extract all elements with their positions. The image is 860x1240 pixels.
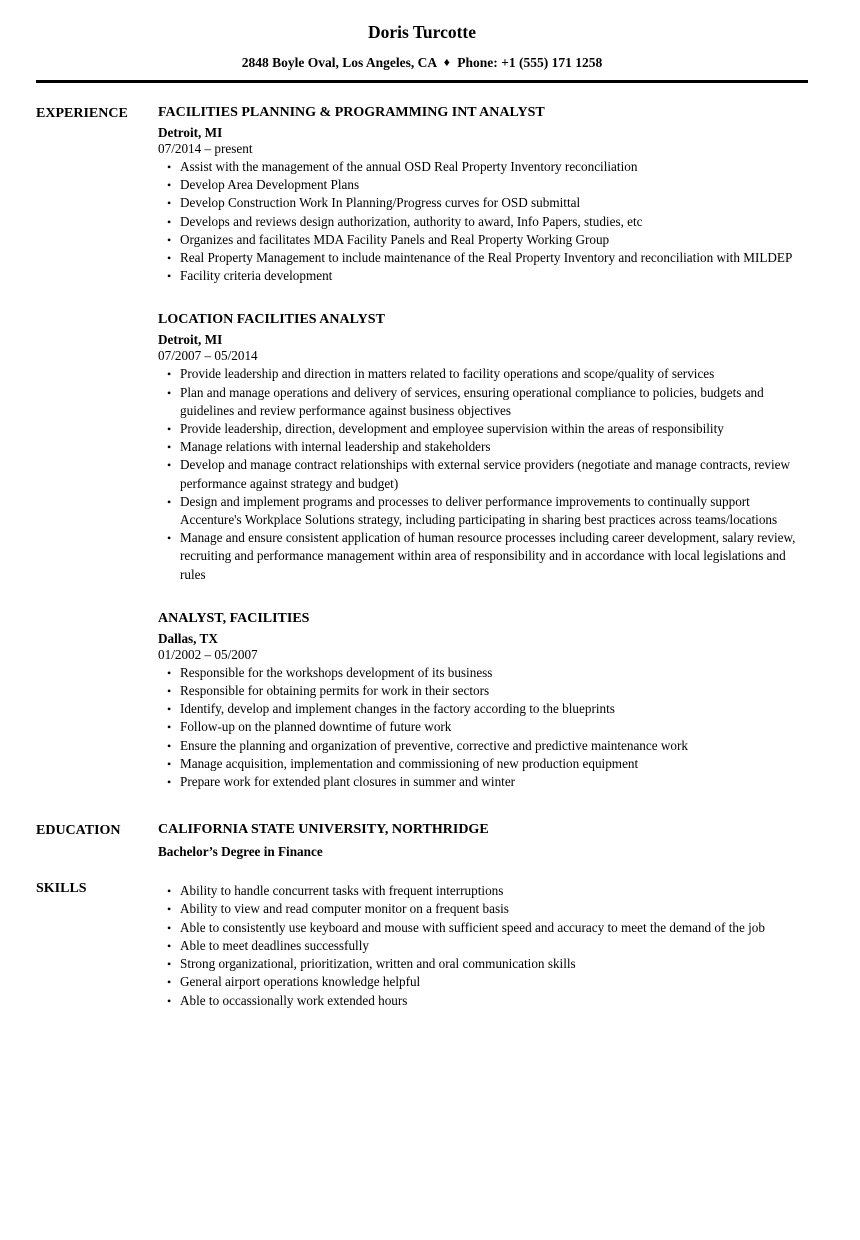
job-title: ANALYST, FACILITIES	[158, 610, 310, 626]
bullet-item: • Manage and ensure consistent application of human resource processes including career development, salary review, recruiting and performance management within area of responsibility and in accordance with local legislations and rules	[158, 529, 808, 584]
education-label: EDUCATION	[36, 823, 121, 839]
education-section	[36, 822, 808, 859]
bullet-item: • Manage acquisition, implementation and commissioning of new production equipment	[158, 755, 808, 773]
job-dates: 01/2002 – 05/2007	[158, 646, 258, 662]
contact-address: 2848 Boyle Oval, Los Angeles, CA	[241, 55, 437, 70]
bullet-item: • Provide leadership and direction in matters related to facility operations and scope/quality of services	[158, 365, 808, 383]
skills-content	[158, 880, 808, 1009]
job-bullet-list	[158, 664, 808, 791]
skill-item: • General airport operations knowledge helpful	[158, 973, 808, 991]
education-degree: Bachelor’s Degree in Finance	[158, 844, 323, 860]
skill-item: • Able to consistently use keyboard and mouse with sufficient speed and accuracy to meet the demand of the job	[158, 919, 808, 937]
skill-item: • Strong organizational, prioritization, written and oral communication skills	[158, 955, 808, 973]
bullet-item: • Manage relations with internal leadership and stakeholders	[158, 438, 808, 456]
experience-label: EXPERIENCE	[36, 106, 128, 121]
bullet-item: • Responsible for the workshops development of its business	[158, 664, 808, 682]
education-content	[158, 822, 808, 859]
skill-item: • Ability to handle concurrent tasks with frequent interruptions	[158, 882, 808, 900]
job-dates: 07/2007 – 05/2014	[158, 348, 258, 364]
bullet-item: • Plan and manage operations and delivery of services, ensuring operational compliance to policies, budgets and guidelines and review performance against business objectives	[158, 384, 808, 420]
skill-item: • Able to meet deadlines successfully	[158, 937, 808, 955]
candidate-name: Doris Turcotte	[367, 22, 477, 42]
job-entry	[158, 611, 808, 791]
experience-section	[36, 105, 808, 791]
bullet-item: • Real Property Management to include maintenance of the Real Property Inventory and reconciliation with MILDEP	[158, 249, 808, 267]
job-entry	[158, 312, 808, 583]
bullet-item: • Facility criteria development	[158, 267, 808, 285]
bullet-item: • Develop Area Development Plans	[158, 176, 808, 194]
bullet-item: • Organizes and facilitates MDA Facility Panels and Real Property Working Group	[158, 231, 808, 249]
bullet-item: • Develop and manage contract relationships with external service providers (negotiate and manage contracts, review performance against strategy and budget)	[158, 456, 808, 492]
bullet-item: • Assist with the management of the annual OSD Real Property Inventory reconciliation	[158, 158, 808, 176]
experience-content	[158, 105, 808, 791]
bullet-item: • Develops and reviews design authorization, authority to award, Info Papers, studies, etc	[158, 213, 808, 231]
bullet-item: • Identify, develop and implement changes in the factory according to the blueprints	[158, 700, 808, 718]
job-location: Detroit, MI	[158, 332, 223, 348]
resume-header	[36, 22, 808, 83]
job-bullet-list	[158, 158, 808, 285]
bullet-item: • Develop Construction Work In Planning/Progress curves for OSD submittal	[158, 194, 808, 212]
skill-item: • Able to occassionally work extended hours	[158, 992, 808, 1010]
bullet-item: • Responsible for obtaining permits for work in their sectors	[158, 682, 808, 700]
job-dates: 07/2014 – present	[158, 141, 253, 156]
bullet-item: • Provide leadership, direction, development and employee supervision within the areas of responsibility	[158, 420, 808, 438]
contact-phone: Phone: +1 (555) 171 1258	[457, 55, 603, 70]
job-title: LOCATION FACILITIES ANALYST	[158, 312, 385, 328]
job-entry	[158, 105, 808, 285]
job-bullet-list	[158, 365, 808, 583]
skills-list	[158, 882, 808, 1009]
skill-item: • Ability to view and read computer monitor on a frequent basis	[158, 900, 808, 918]
skills-section	[36, 880, 808, 1009]
bullet-item: • Prepare work for extended plant closures in summer and winter	[158, 773, 808, 791]
contact-line	[36, 54, 808, 71]
job-location: Detroit, MI	[158, 125, 223, 140]
bullet-item: • Follow-up on the planned downtime of future work	[158, 718, 808, 736]
job-title: FACILITIES PLANNING & PROGRAMMING INT ANALYST	[158, 105, 545, 120]
education-school: CALIFORNIA STATE UNIVERSITY, NORTHRIDGE	[158, 822, 489, 838]
skills-label: SKILLS	[36, 881, 87, 897]
bullet-item: • Ensure the planning and organization of preventive, corrective and predictive maintenance work	[158, 737, 808, 755]
bullet-item: • Design and implement programs and processes to deliver performance improvements to continually support Accenture's Workplace Solutions strategy, including participating in sharing best practices across teams/locations	[158, 493, 808, 529]
diamond-icon: ♦	[443, 55, 450, 69]
job-location: Dallas, TX	[158, 630, 218, 646]
